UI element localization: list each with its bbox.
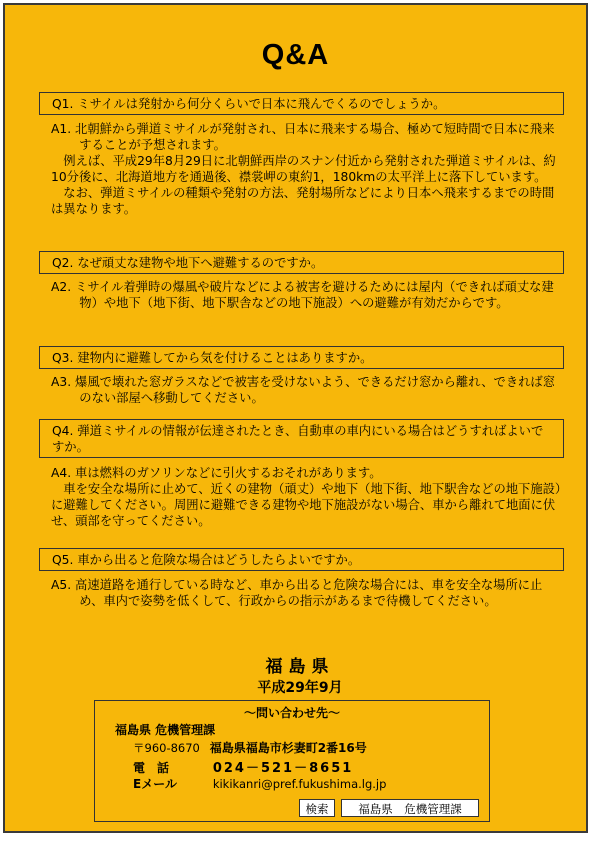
question-text: Q2. なぜ頑丈な建物や地下へ避難するのですか。 (52, 256, 324, 270)
contact-box (94, 700, 490, 822)
answer-lead: A4. 車は燃料のガソリンなどに引火するおそれがあります。 (51, 466, 382, 480)
answer-block-1 (51, 121, 565, 217)
question-text: Q5. 車から出ると危険な場合はどうしたらよいですか。 (52, 553, 361, 567)
search-term-box: 福島県 危機管理課 (341, 799, 479, 817)
phone-number: 024－521－8651 (212, 761, 354, 776)
answer-block-4 (51, 465, 565, 529)
contact-heading: ～問い合わせ先～ (243, 706, 340, 720)
postal-code: 〒960-8670 (133, 741, 200, 755)
question-box-3 (39, 346, 564, 369)
answer-lead: A5. 高速道路を通行している時など、車から出ると危険な場合には、車を安全な場所に止め、車内で姿勢を低くして、行政からの指示があるまで待機してください。 (51, 578, 543, 608)
contact-department: 福島県 危機管理課 (115, 723, 216, 737)
answer-block-5 (51, 577, 565, 609)
phone-label: 電 話 (133, 761, 170, 775)
answer-paragraph: 例えば、平成29年8月29日に北朝鮮西岸のスナン付近から発射された弾道ミサイルは、約10分後に、北海道地方を通過後、襟裳岬の東約1，180kmの太平洋上に落下しています。 (51, 154, 556, 184)
question-box-5 (39, 548, 564, 571)
question-box-1 (39, 92, 564, 115)
question-box-2 (39, 251, 564, 274)
answer-paragraph: 車を安全な場所に止めて、近くの建物（頑丈）や地下（地下街、地下駅舎などの地下施設）に避難してください。周囲に避難できる建物や地下施設がない場合、車から離れて地面に伏せ、頭部を守ってください。 (51, 482, 562, 528)
search-button[interactable]: 検索 (299, 799, 335, 817)
question-text: Q3. 建物内に避難してから気を付けることはありますか。 (52, 351, 373, 365)
email-address: kikikanri@pref.fukushima.lg.jp (212, 777, 387, 791)
email-label: Eメール (133, 777, 177, 791)
issue-date: 平成29年9月 (257, 680, 343, 696)
answer-lead: A2. ミサイル着弾時の爆風や破片などによる被害を避けるためには屋内（できれば頑丈な建物）や地下（地下街、地下駅舎などの地下施設）への避難が有効だからです。 (51, 280, 554, 310)
contact-phone-row (133, 757, 353, 776)
contact-email-row (133, 775, 386, 792)
question-box-4 (39, 419, 564, 458)
question-text: Q1. ミサイルは発射から何分くらいで日本に飛んでくるのでしょうか。 (52, 97, 446, 111)
answer-block-2 (51, 279, 565, 311)
address-text: 福島県福島市杉妻町2番16号 (209, 741, 367, 755)
contact-address-row (133, 739, 367, 756)
page-title: Q&A (261, 39, 330, 71)
question-text: Q4. 弾道ミサイルの情報が伝達されたとき、自動車の車内にいる場合はどうすればよいですか。 (52, 424, 544, 454)
answer-lead: A1. 北朝鮮から弾道ミサイルが発射され、日本に飛来する場合、極めて短時間で日本に飛来することが予想されます。 (51, 122, 555, 152)
answer-lead: A3. 爆風で壊れた窓ガラスなどで被害を受けないよう、できるだけ窓から離れ、できれば窓のない部屋へ移動してください。 (51, 375, 556, 405)
answer-block-3 (51, 374, 565, 406)
issuer-prefecture: 福島県 (265, 657, 335, 677)
answer-paragraph: なお、弾道ミサイルの種類や発射の方法、発射場所などにより日本へ飛来するまでの時間は異なります。 (51, 186, 555, 216)
